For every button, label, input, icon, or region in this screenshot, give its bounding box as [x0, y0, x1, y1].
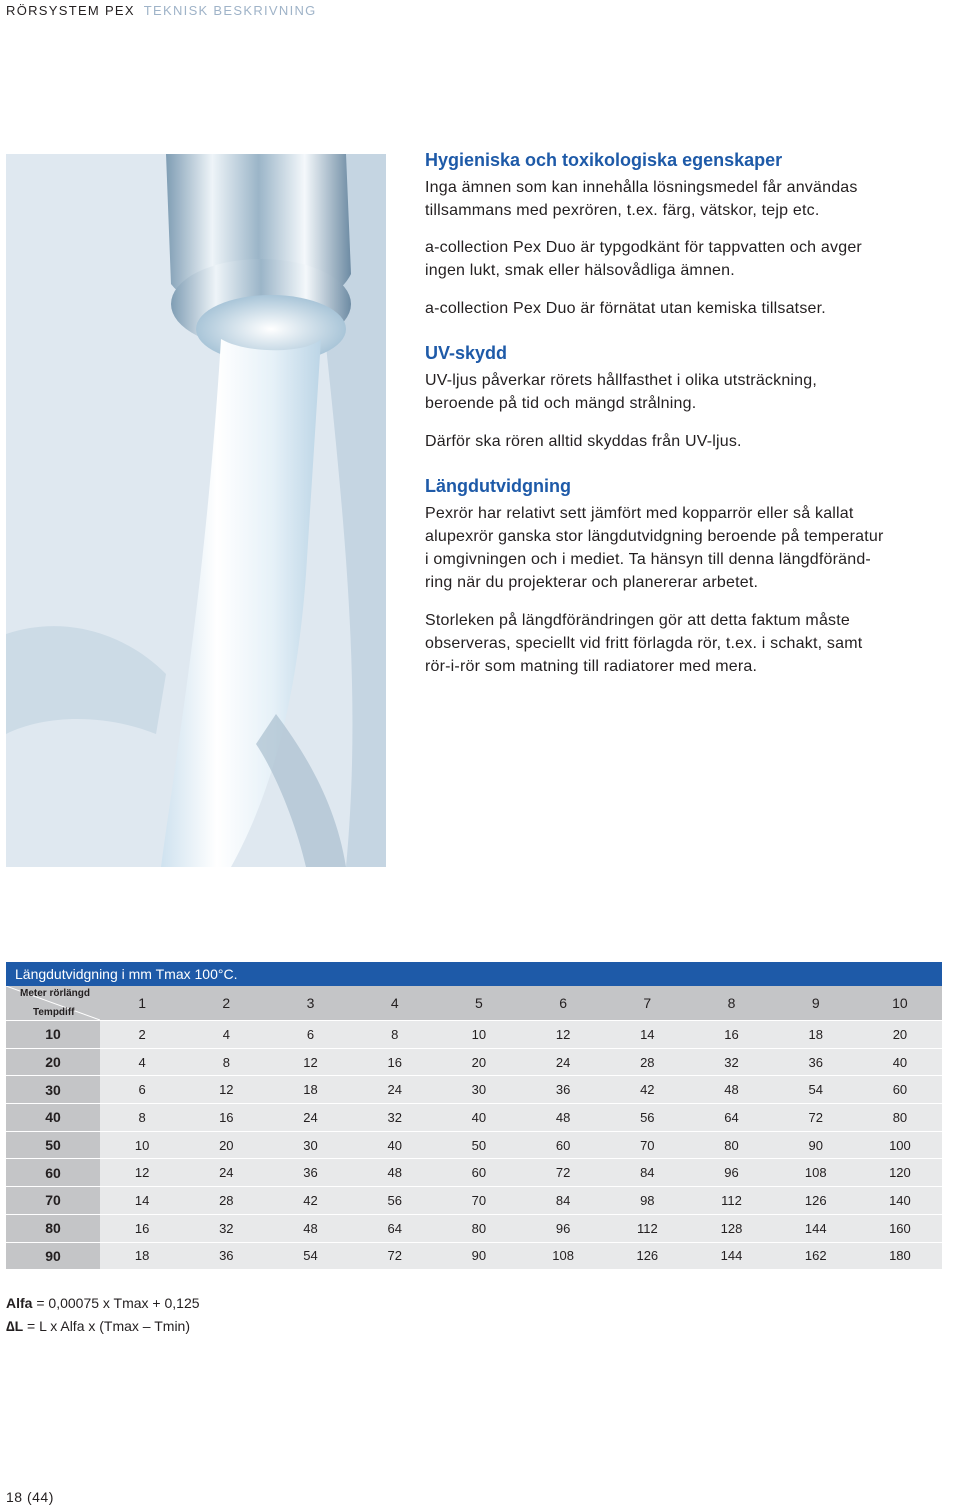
- table-cell: 24: [387, 1082, 402, 1098]
- table-cell: 40: [471, 1109, 487, 1125]
- hygiene-para-3: a-collection Pex Duo är förnätat utan kemiska tillsatser.: [425, 300, 826, 317]
- uv-para-1-line-2: beroende på tid och mängd strålning.: [425, 395, 697, 412]
- column-header: 6: [559, 995, 568, 1011]
- column-header: 4: [390, 995, 399, 1011]
- table-cell: 18: [303, 1082, 318, 1098]
- expansion-para-2: [425, 609, 935, 678]
- table-header-row: [6, 986, 942, 1021]
- table-cell: 96: [555, 1220, 571, 1236]
- table-cell: 8: [391, 1026, 399, 1042]
- header-section: RÖRSYSTEM PEX: [6, 3, 135, 18]
- table-cell: 12: [134, 1165, 150, 1181]
- page-header: [6, 3, 317, 18]
- table-title: Längdutvidgning i mm Tmax 100°C.: [6, 962, 942, 986]
- table-cell: 8: [222, 1054, 230, 1070]
- table-cell: 180: [889, 1248, 911, 1264]
- table-cell: 90: [808, 1137, 823, 1153]
- table-cell: 64: [387, 1220, 402, 1236]
- table-cell: 50: [471, 1137, 487, 1153]
- table-cell: 32: [219, 1220, 234, 1236]
- table-cell: 40: [892, 1054, 908, 1070]
- row-header-tempdiff: 20: [6, 1049, 100, 1076]
- table-row: [6, 1076, 942, 1104]
- column-header: 2: [222, 995, 231, 1011]
- table-row: [6, 1049, 942, 1077]
- table-cell: 54: [303, 1248, 318, 1264]
- row-header-tempdiff: 50: [6, 1132, 100, 1159]
- uv-para-1: [425, 369, 935, 415]
- row-header-tempdiff: 30: [6, 1076, 100, 1103]
- table-cell: 60: [471, 1165, 487, 1181]
- table-cell: 18: [134, 1248, 150, 1264]
- expansion-para-2-line-1: Storleken på längdförändringen gör att detta faktum måste: [425, 612, 850, 629]
- table-cell: 28: [219, 1192, 234, 1208]
- table-cell: 90: [471, 1248, 487, 1264]
- text-column: [425, 148, 935, 678]
- formula-delta-label: ∆L: [6, 1318, 24, 1334]
- table-cell: 16: [387, 1054, 402, 1070]
- table-cell: 20: [471, 1054, 487, 1070]
- hygiene-heading: Hygieniska och toxikologiska egenskaper: [425, 150, 783, 170]
- column-header: 5: [475, 995, 483, 1011]
- row-cells: [100, 1187, 942, 1214]
- header-subsection: TEKNISK BESKRIVNING: [143, 3, 317, 18]
- table-cell: 42: [640, 1082, 655, 1098]
- table-cell: 64: [724, 1109, 739, 1125]
- row-header-tempdiff: 80: [6, 1215, 100, 1242]
- table-cell: 84: [640, 1165, 655, 1181]
- table-cell: 10: [471, 1026, 487, 1042]
- table-cell: 162: [804, 1248, 827, 1264]
- table-cell: 16: [134, 1220, 150, 1236]
- table-cell: 70: [471, 1192, 487, 1208]
- table-cell: 48: [387, 1165, 402, 1181]
- table-cell: 2: [138, 1026, 146, 1042]
- table-cell: 24: [219, 1165, 234, 1181]
- formula-alfa-expression: = 0,00075 x Tmax + 0,125: [32, 1295, 200, 1311]
- expansion-para-1-line-3: i omgivningen och i mediet. Ta hänsyn till denna längdföränd-: [425, 551, 871, 568]
- table-cell: 42: [303, 1192, 318, 1208]
- table-cell: 36: [303, 1165, 318, 1181]
- expansion-para-1-line-1: Pexrör har relativt sett jämfört med kopparrör eller så kallat: [425, 505, 854, 522]
- expansion-heading: Längdutvidgning: [425, 476, 571, 496]
- table-cell: 28: [640, 1054, 655, 1070]
- table-cell: 56: [640, 1109, 655, 1125]
- table-cell: 126: [636, 1248, 659, 1264]
- corner-label-tempdiff: Tempdiff: [33, 1007, 75, 1018]
- table-cell: 36: [808, 1054, 823, 1070]
- column-headers: [100, 986, 942, 1020]
- expansion-para-1-line-2: alupexrör ganska stor längdutvidgning beroende på temperatur: [425, 528, 884, 545]
- table-cell: 6: [306, 1026, 315, 1042]
- table-cell: 20: [892, 1026, 908, 1042]
- hygiene-para-2: [425, 236, 935, 282]
- corner-label-length: Meter rörlängd: [20, 988, 91, 999]
- table-body: [6, 986, 942, 1270]
- table-cell: 72: [387, 1248, 402, 1264]
- table-cell: 120: [889, 1165, 911, 1181]
- table-cell: 80: [471, 1220, 487, 1236]
- hygiene-para-1: [425, 176, 935, 222]
- table-cell: 128: [720, 1220, 743, 1236]
- row-header-tempdiff: 90: [6, 1243, 100, 1270]
- table-cell: 48: [303, 1220, 318, 1236]
- page-number: 18 (44): [6, 1489, 54, 1505]
- table-row: [6, 1132, 942, 1160]
- table-corner-cell: [6, 986, 100, 1020]
- expansion-para-1: [425, 502, 935, 594]
- table-cell: 56: [387, 1192, 402, 1208]
- table-cell: 4: [138, 1054, 146, 1070]
- row-cells: [100, 1104, 942, 1131]
- table-cell: 8: [138, 1109, 146, 1125]
- row-cells: [100, 1243, 942, 1270]
- table-cell: 108: [804, 1165, 827, 1181]
- table-cell: 96: [724, 1165, 739, 1181]
- row-header-tempdiff: 40: [6, 1104, 100, 1131]
- formula-delta-expression: = L x Alfa x (Tmax – Tmin): [23, 1318, 191, 1334]
- table-cell: 4: [222, 1026, 230, 1042]
- formula-delta: [6, 1318, 190, 1334]
- table-cell: 48: [555, 1109, 571, 1125]
- column-header: 3: [306, 995, 315, 1011]
- table-cell: 72: [555, 1165, 571, 1181]
- table-cell: 60: [555, 1137, 571, 1153]
- column-header: 9: [811, 995, 820, 1011]
- table-cell: 20: [219, 1137, 234, 1153]
- table-cell: 144: [804, 1220, 827, 1236]
- row-cells: [100, 1076, 942, 1103]
- row-header-tempdiff: 60: [6, 1159, 100, 1186]
- uv-para-2: Därför ska rören alltid skyddas från UV-ljus.: [425, 433, 742, 450]
- expansion-para-1-line-4: ring när du projekterar och planererar arbetet.: [425, 574, 759, 591]
- hygiene-para-2-line-1: a-collection Pex Duo är typgodkänt för tappvatten och avger: [425, 239, 862, 256]
- table-cell: 72: [808, 1109, 823, 1125]
- table-cell: 36: [555, 1082, 571, 1098]
- table-rows: [6, 1021, 942, 1270]
- table-cell: 98: [640, 1192, 655, 1208]
- formula-alfa: [6, 1295, 200, 1311]
- row-header-tempdiff: 70: [6, 1187, 100, 1214]
- table-row: [6, 1243, 942, 1271]
- table-cell: 12: [303, 1054, 318, 1070]
- table-cell: 6: [138, 1082, 146, 1098]
- table-cell: 80: [892, 1109, 908, 1125]
- table-cell: 16: [724, 1026, 739, 1042]
- table-cell: 24: [555, 1054, 571, 1070]
- row-cells: [100, 1159, 942, 1186]
- column-header: 8: [727, 995, 736, 1011]
- table-row: [6, 1159, 942, 1187]
- faucet-photo: [6, 154, 386, 867]
- hygiene-para-1-line-2: tillsammans med pexrören, t.ex. färg, vätskor, tejp etc.: [425, 202, 820, 219]
- table-cell: 40: [387, 1137, 402, 1153]
- table-cell: 112: [721, 1192, 742, 1208]
- table-cell: 48: [724, 1082, 739, 1098]
- table-cell: 10: [134, 1137, 150, 1153]
- table-cell: 100: [889, 1137, 911, 1153]
- expansion-table: [6, 962, 942, 1270]
- table-cell: 54: [808, 1082, 823, 1098]
- row-cells: [100, 1049, 942, 1076]
- table-cell: 108: [552, 1248, 574, 1264]
- table-cell: 32: [387, 1109, 402, 1125]
- table-cell: 140: [889, 1192, 911, 1208]
- table-cell: 126: [804, 1192, 827, 1208]
- formula-alfa-label: Alfa: [6, 1295, 33, 1311]
- table-cell: 70: [640, 1137, 655, 1153]
- table-row: [6, 1215, 942, 1243]
- hygiene-para-1-line-1: Inga ämnen som kan innehålla lösningsmedel får användas: [425, 179, 858, 196]
- table-cell: 80: [724, 1137, 739, 1153]
- table-cell: 144: [720, 1248, 743, 1264]
- row-cells: [100, 1215, 942, 1242]
- table-cell: 24: [303, 1109, 318, 1125]
- table-cell: 16: [219, 1109, 234, 1125]
- table-row: [6, 1021, 942, 1049]
- table-cell: 12: [219, 1082, 234, 1098]
- row-cells: [100, 1021, 942, 1048]
- faucet-illustration: [6, 154, 386, 867]
- column-header: 1: [138, 995, 146, 1011]
- column-header: 10: [892, 995, 908, 1011]
- expansion-para-2-line-3: rör-i-rör som matning till radiatorer med mera.: [425, 658, 758, 675]
- row-header-tempdiff: 10: [6, 1021, 100, 1048]
- table-cell: 60: [892, 1082, 908, 1098]
- table-cell: 12: [555, 1026, 571, 1042]
- table-cell: 14: [640, 1026, 655, 1042]
- table-cell: 30: [303, 1137, 318, 1153]
- table-cell: 30: [471, 1082, 487, 1098]
- table-cell: 84: [555, 1192, 571, 1208]
- table-cell: 112: [636, 1220, 658, 1236]
- table-row: [6, 1104, 942, 1132]
- table-cell: 14: [134, 1192, 150, 1208]
- table-cell: 160: [889, 1220, 911, 1236]
- table-cell: 36: [219, 1248, 234, 1264]
- column-header: 7: [643, 995, 652, 1011]
- table-cell: 18: [808, 1026, 823, 1042]
- row-cells: [100, 1132, 942, 1159]
- table-row: [6, 1187, 942, 1215]
- uv-para-1-line-1: UV-ljus påverkar rörets hållfasthet i olika utsträckning,: [425, 372, 818, 389]
- hygiene-para-2-line-2: ingen lukt, smak eller hälsovådliga ämnen.: [425, 262, 735, 279]
- uv-heading: UV-skydd: [425, 343, 508, 363]
- expansion-para-2-line-2: observeras, speciellt vid fritt förlagda rör, t.ex. i schakt, samt: [425, 635, 863, 652]
- table-cell: 32: [724, 1054, 739, 1070]
